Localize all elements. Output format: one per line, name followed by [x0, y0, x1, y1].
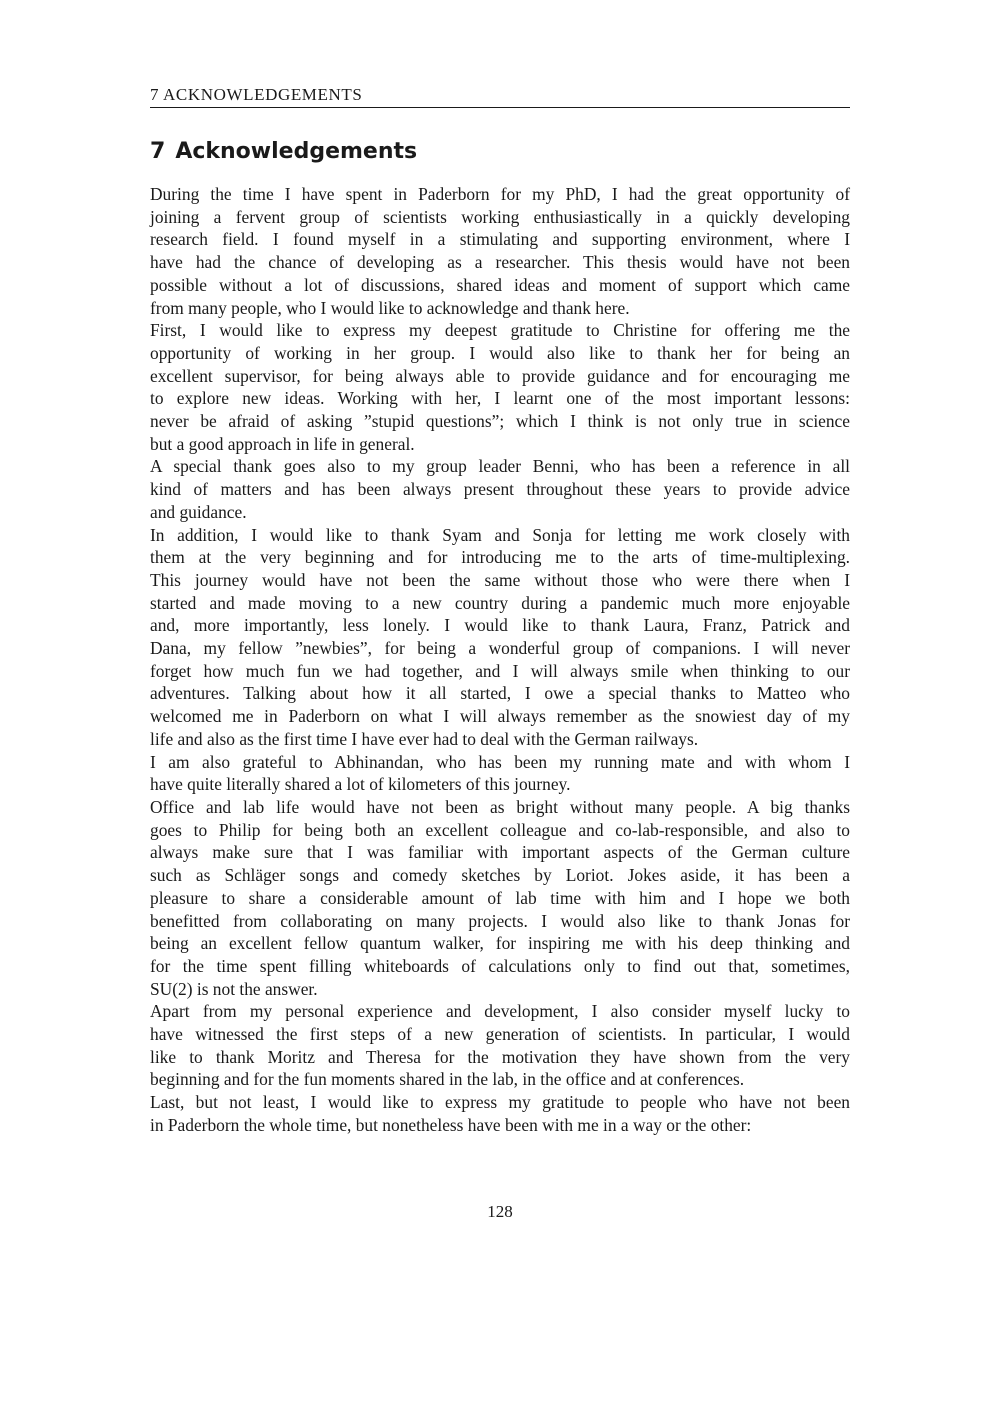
paragraph: [150, 1091, 850, 1136]
text-line: joining a fervent group of scientists working enthusiastically in a quickly developing: [150, 206, 850, 227]
paragraph: [150, 1000, 850, 1091]
text-line: in Paderborn the whole time, but nonetheless have been with me in a way or the other:: [150, 1114, 752, 1135]
text-line: benefitted from collaborating on many projects. I would also like to thank Jonas for: [150, 910, 850, 931]
text-line: beginning and for the fun moments shared in the lab, in the office and at conferences.: [150, 1069, 745, 1090]
text-line: welcomed me in Paderborn on what I will always remember as the snowiest day of my: [150, 706, 850, 727]
paragraph: [150, 796, 850, 1000]
text-line: SU(2) is not the answer.: [150, 978, 318, 999]
text-line: have quite literally shared a lot of kilometers of this journey.: [150, 774, 571, 795]
text-line: have had the chance of developing as a researcher. This thesis would have not been: [150, 252, 850, 273]
text-line: opportunity of working in her group. I would also like to thank her for being an: [150, 342, 850, 363]
text-line: research field. I found myself in a stimulating and supporting environment, where I: [150, 229, 850, 250]
paragraph: [150, 751, 850, 796]
text-line: kind of matters and has been always present throughout these years to provide advice: [150, 479, 850, 500]
section-title: [150, 137, 850, 167]
running-header-text: 7 ACKNOWLEDGEMENTS: [150, 85, 363, 104]
paragraph: [150, 524, 850, 751]
text-line: for the time spent filling whiteboards of calculations only to find out that, sometimes,: [150, 955, 850, 976]
text-line: being an excellent fellow quantum walker, for inspiring me with his deep thinking and: [150, 933, 850, 954]
text-line: them at the very beginning and for introducing me to the arts of time-multiplexing.: [150, 547, 850, 568]
text-line: always make sure that I was familiar with important aspects of the German culture: [150, 842, 850, 863]
text-line: Last, but not least, I would like to express my gratitude to people who have not been: [150, 1092, 850, 1113]
body-text: [150, 183, 850, 1137]
text-line: This journey would have not been the same without those who were there when I: [150, 569, 850, 590]
text-line: forget how much fun we had together, and I will always smile when thinking to our: [150, 660, 850, 681]
text-line: like to thank Moritz and Theresa for the motivation they have shown from the very: [150, 1046, 850, 1067]
page-number: 128: [487, 1202, 513, 1221]
text-line: have witnessed the first steps of a new generation of scientists. In particular, I would: [150, 1024, 850, 1045]
text-line: from many people, who I would like to acknowledge and thank here.: [150, 297, 630, 318]
text-line: Office and lab life would have not been as bright without many people. A big thanks: [150, 796, 850, 817]
text-line: goes to Philip for being both an excellent colleague and co-lab-responsible, and also to: [150, 819, 850, 840]
text-line: I am also grateful to Abhinandan, who has been my running mate and with whom I: [150, 751, 850, 772]
text-line: but a good approach in life in general.: [150, 433, 415, 454]
text-line: and, more importantly, less lonely. I would like to thank Laura, Franz, Patrick and: [150, 615, 850, 636]
section-number: 7: [150, 139, 166, 164]
text-line: to explore new ideas. Working with her, I learnt one of the most important lessons:: [150, 388, 850, 409]
text-line: adventures. Talking about how it all started, I owe a special thanks to Matteo who: [150, 683, 850, 704]
text-line: possible without a lot of discussions, shared ideas and moment of support which came: [150, 274, 850, 295]
paragraph: [150, 183, 850, 319]
text-line: Apart from my personal experience and development, I also consider myself lucky to: [150, 1001, 850, 1022]
text-line: and guidance.: [150, 501, 247, 522]
text-line: life and also as the first time I have ever had to deal with the German railways.: [150, 728, 699, 749]
paragraph: [150, 455, 850, 523]
text-line: Dana, my fellow ”newbies”, for being a wonderful group of companions. I will never: [150, 638, 850, 659]
paragraph: [150, 319, 850, 455]
text-line: During the time I have spent in Paderborn for my PhD, I had the great opportunity of: [150, 184, 850, 204]
text-line: never be afraid of asking ”stupid questions”; which I think is not only true in science: [150, 411, 850, 432]
running-header: [150, 84, 850, 108]
text-line: A special thank goes also to my group leader Benni, who has been a reference in all: [150, 456, 850, 477]
text-line: started and made moving to a new country during a pandemic much more enjoyable: [150, 592, 850, 613]
text-line: such as Schläger songs and comedy sketches by Loriot. Jokes aside, it has been a: [150, 865, 850, 886]
text-line: pleasure to share a considerable amount of lab time with him and I hope we both: [150, 887, 850, 908]
text-line: First, I would like to express my deepest gratitude to Christine for offering me the: [150, 320, 850, 341]
text-line: In addition, I would like to thank Syam and Sonja for letting me work closely with: [150, 524, 850, 545]
text-line: excellent supervisor, for being always able to provide guidance and for encouraging me: [150, 365, 850, 386]
section-title-text: Acknowledgements: [175, 139, 418, 164]
